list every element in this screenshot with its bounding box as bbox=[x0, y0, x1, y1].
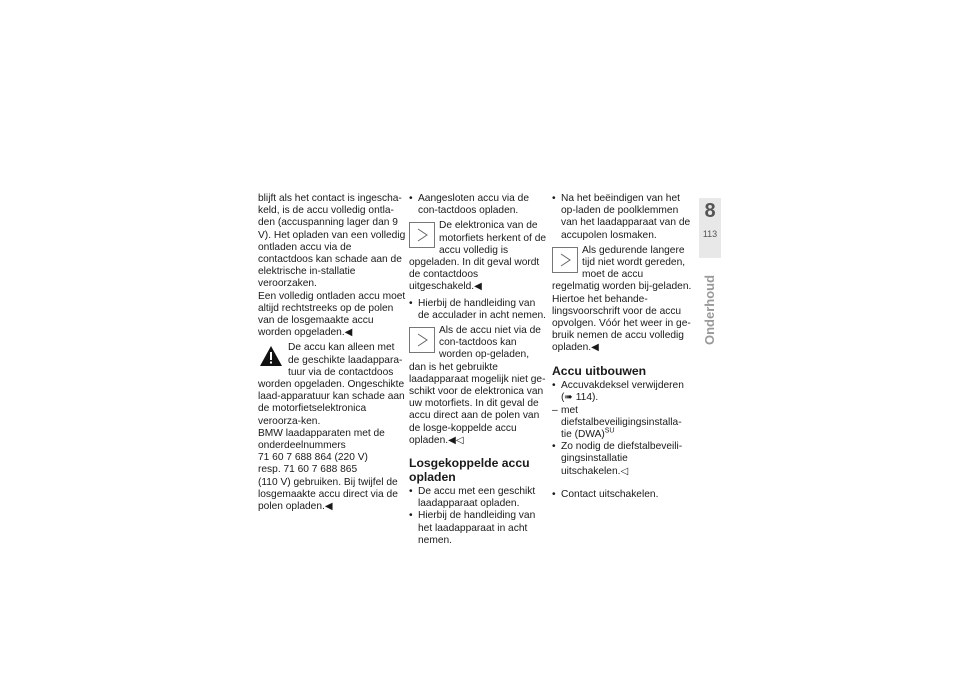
paragraph: blijft als het contact is ingescha-keld, is de accu volledig ontla-den (accuspanning lager dan 9 V). Het opladen van een volledig ontladen accu via de contactdoos kan schade aan de elektrische in-stallatie veroorzaken. bbox=[258, 193, 406, 290]
column-3 bbox=[552, 193, 692, 501]
paragraph: (110 V) gebruiken. Bij twijfel de losgemaakte accu direct via de polen opladen.◀ bbox=[258, 476, 398, 513]
column-1 bbox=[258, 193, 406, 513]
list-item: • Aangesloten accu via de con-tactdoos opladen. bbox=[409, 193, 547, 217]
list-item: • Zo nodig de diefstalbeveili-gingsinstallatie uitschakelen.◁ bbox=[552, 441, 692, 478]
note-triangle-icon bbox=[409, 222, 435, 248]
warning-text: De accu kan alleen met de geschikte laadappara-tuur via de contactdoos worden opgeladen. Ongeschikte laad-apparatuur kan schade aan de motorfietselektronica veroorza-ken. bbox=[258, 342, 405, 427]
warning-note bbox=[258, 342, 406, 427]
chapter-title: Onderhoud bbox=[702, 274, 717, 345]
condition-item bbox=[552, 405, 692, 442]
info-note bbox=[409, 325, 547, 447]
part-number: 71 60 7 688 864 (220 V) bbox=[258, 452, 368, 464]
condition-text: met diefstalbeveiligingsinstalla-tie (DWA) bbox=[561, 404, 682, 440]
list-item bbox=[552, 380, 692, 404]
info-note bbox=[409, 220, 547, 293]
page-reference: (➠ 114). bbox=[561, 392, 599, 404]
list-item: • Na het beëindigen van het op-laden de poolklemmen van het laadapparaat van de accupolen losmaken. bbox=[552, 193, 692, 242]
part-number: resp. 71 60 7 688 865 bbox=[258, 464, 358, 476]
note-triangle-icon bbox=[552, 247, 578, 273]
list-item: • Hierbij de handleiding van het laadapparaat in acht nemen. bbox=[409, 510, 547, 547]
list-item: • De accu met een geschikt laadapparaat opladen. bbox=[409, 486, 547, 510]
section-heading: Losgekoppelde accu opladen bbox=[409, 456, 530, 484]
info-note bbox=[552, 245, 692, 355]
option-code: SU bbox=[604, 427, 615, 435]
note-text: Als de accu niet via de con-tactdoos kan worden op-geladen, dan is het gebruikte laadapparaat mogelijk niet ge-schikt voor de elektronica van uw motorfiets. In dit geval de accu direct aan de polen van de losge-koppelde accu opladen.◀◁ bbox=[409, 325, 546, 446]
paragraph: Een volledig ontladen accu moet altijd rechtstreeks op de polen van de losgemaakte accu worden opgeladen.◀ bbox=[258, 290, 406, 339]
note-text: De elektronica van de motorfiets herkent of de accu volledig is opgeladen. In dit geval wordt de contactdoos uitgeschakeld.◀ bbox=[409, 220, 547, 293]
section-heading: Accu uitbouwen bbox=[552, 363, 647, 378]
paragraph: BMW laadapparaten met de onderdeelnummers bbox=[258, 427, 385, 452]
note-triangle-icon bbox=[409, 327, 435, 353]
list-item: • Hierbij de handleiding van de acculader in acht nemen. bbox=[409, 298, 547, 322]
chapter-number: 8 bbox=[704, 200, 716, 222]
warning-icon bbox=[258, 344, 284, 368]
note-text: Als gedurende langere tijd niet wordt gereden, moet de accu regelmatig worden bij-geladen. Hiertoe het behande-lingsvoorschrift voor de accu opvolgen. Vóór het weer in ge-bruik nemen de accu volledig opladen.◀ bbox=[552, 244, 692, 354]
list-item-text: Accuvakdeksel verwijderen bbox=[561, 380, 684, 392]
page-number: 113 bbox=[702, 229, 718, 239]
column-2 bbox=[409, 193, 547, 547]
list-item: • Contact uitschakelen. bbox=[552, 489, 692, 501]
